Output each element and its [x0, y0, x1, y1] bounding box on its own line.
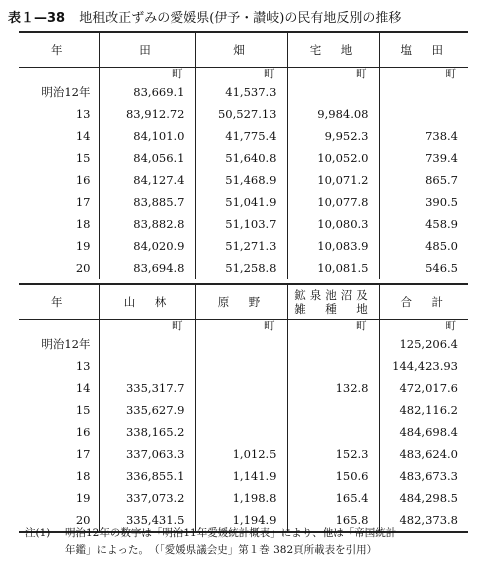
column-header: 田 [99, 32, 195, 68]
header-row [19, 284, 468, 320]
value-cell: 485.0 [379, 235, 468, 257]
year-cell: 14 [19, 125, 99, 147]
footnote-label: 注(1) [25, 527, 51, 539]
value-cell: 125,206.4 [379, 333, 468, 355]
year-cell: 18 [19, 213, 99, 235]
header-row [19, 32, 468, 68]
table-row [19, 377, 468, 399]
value-cell [287, 355, 379, 377]
value-cell: 83,912.72 [99, 103, 195, 125]
value-cell: 865.7 [379, 169, 468, 191]
value-cell: 41,537.3 [195, 81, 287, 103]
year-cell: 明治12年 [19, 333, 99, 355]
table-row [19, 257, 468, 279]
table-row [19, 333, 468, 355]
value-cell [99, 355, 195, 377]
value-cell: 335,431.5 [99, 509, 195, 532]
value-cell: 144,423.93 [379, 355, 468, 377]
year-cell: 20 [19, 509, 99, 532]
value-cell: 1,012.5 [195, 443, 287, 465]
year-cell: 13 [19, 103, 99, 125]
value-cell: 51,258.8 [195, 257, 287, 279]
value-cell: 150.6 [287, 465, 379, 487]
empty-cell [19, 68, 99, 82]
value-cell: 739.4 [379, 147, 468, 169]
value-cell: 9,952.3 [287, 125, 379, 147]
unit-label: 町 [287, 320, 379, 334]
value-cell: 51,271.3 [195, 235, 287, 257]
value-cell [379, 103, 468, 125]
value-cell: 84,101.0 [99, 125, 195, 147]
value-cell [287, 81, 379, 103]
value-cell: 132.8 [287, 377, 379, 399]
value-cell: 83,882.8 [99, 213, 195, 235]
unit-label: 町 [99, 68, 195, 82]
column-header: 塩 田 [379, 32, 468, 68]
unit-label: 町 [287, 68, 379, 82]
table-row [19, 81, 468, 103]
land-area-table-1 [19, 31, 468, 279]
value-cell: 483,673.3 [379, 465, 468, 487]
value-cell: 51,103.7 [195, 213, 287, 235]
unit-label: 町 [379, 68, 468, 82]
value-cell: 83,885.7 [99, 191, 195, 213]
value-cell: 10,081.5 [287, 257, 379, 279]
table-row [19, 421, 468, 443]
unit-label: 町 [195, 320, 287, 334]
value-cell: 482,116.2 [379, 399, 468, 421]
value-cell: 10,077.8 [287, 191, 379, 213]
value-cell: 1,141.9 [195, 465, 287, 487]
value-cell: 10,071.2 [287, 169, 379, 191]
value-cell: 482,373.8 [379, 509, 468, 532]
value-cell: 83,669.1 [99, 81, 195, 103]
value-cell: 337,063.3 [99, 443, 195, 465]
year-cell: 15 [19, 399, 99, 421]
year-cell: 19 [19, 235, 99, 257]
value-cell: 1,194.9 [195, 509, 287, 532]
value-cell: 546.5 [379, 257, 468, 279]
footnote-line-1: 明治12年の数字は「明治11年愛媛統計概表」により、他は「帝国統計 [65, 527, 397, 539]
value-cell: 152.3 [287, 443, 379, 465]
value-cell: 84,020.9 [99, 235, 195, 257]
table-title-text: 地租改正ずみの愛媛県(伊予・讃岐)の民有地反別の推移 [79, 11, 402, 26]
value-cell: 165.4 [287, 487, 379, 509]
value-cell: 472,017.6 [379, 377, 468, 399]
unit-label: 町 [379, 320, 468, 334]
value-cell [99, 333, 195, 355]
value-cell [195, 399, 287, 421]
column-header: 畑 [195, 32, 287, 68]
column-header: 宅 地 [287, 32, 379, 68]
value-cell [379, 81, 468, 103]
value-cell: 165.8 [287, 509, 379, 532]
year-cell: 17 [19, 443, 99, 465]
table-row [19, 443, 468, 465]
value-cell: 50,527.13 [195, 103, 287, 125]
value-cell: 458.9 [379, 213, 468, 235]
value-cell [195, 377, 287, 399]
footnote [25, 525, 396, 559]
column-header: 年 [19, 32, 99, 68]
value-cell: 390.5 [379, 191, 468, 213]
value-cell: 51,468.9 [195, 169, 287, 191]
year-cell: 15 [19, 147, 99, 169]
unit-label: 町 [99, 320, 195, 334]
year-cell: 18 [19, 465, 99, 487]
value-cell: 41,775.4 [195, 125, 287, 147]
year-cell: 16 [19, 169, 99, 191]
column-header: 鉱泉池沼及 雑 種 地 [287, 284, 379, 320]
table-row [19, 169, 468, 191]
table-row [19, 487, 468, 509]
value-cell: 484,298.5 [379, 487, 468, 509]
value-cell: 336,855.1 [99, 465, 195, 487]
value-cell: 338,165.2 [99, 421, 195, 443]
table-row [19, 125, 468, 147]
value-cell: 483,624.0 [379, 443, 468, 465]
value-cell: 83,694.8 [99, 257, 195, 279]
value-cell [195, 355, 287, 377]
unit-label: 町 [195, 68, 287, 82]
year-cell: 20 [19, 257, 99, 279]
column-header: 合 計 [379, 284, 468, 320]
value-cell [287, 399, 379, 421]
table-row [19, 213, 468, 235]
empty-cell [19, 320, 99, 334]
value-cell: 84,056.1 [99, 147, 195, 169]
value-cell: 335,317.7 [99, 377, 195, 399]
year-cell: 14 [19, 377, 99, 399]
value-cell: 10,080.3 [287, 213, 379, 235]
unit-row [19, 68, 468, 82]
value-cell: 84,127.4 [99, 169, 195, 191]
year-cell: 明治12年 [19, 81, 99, 103]
footnote-line-2: 年鑑」によった。 （「愛媛県議会史」第１巻 382頁所載表を引用） [65, 544, 378, 556]
column-header: 原 野 [195, 284, 287, 320]
table-row [19, 103, 468, 125]
value-cell: 337,073.2 [99, 487, 195, 509]
value-cell [287, 421, 379, 443]
value-cell: 738.4 [379, 125, 468, 147]
value-cell: 10,052.0 [287, 147, 379, 169]
value-cell [287, 333, 379, 355]
table-title [8, 7, 401, 26]
value-cell: 10,083.9 [287, 235, 379, 257]
table-row [19, 399, 468, 421]
table-number: 表１—38 [8, 11, 66, 26]
column-header: 年 [19, 284, 99, 320]
value-cell: 51,041.9 [195, 191, 287, 213]
year-cell: 16 [19, 421, 99, 443]
table-row [19, 465, 468, 487]
value-cell: 9,984.08 [287, 103, 379, 125]
value-cell: 335,627.9 [99, 399, 195, 421]
table-row [19, 191, 468, 213]
column-header: 山 林 [99, 284, 195, 320]
year-cell: 13 [19, 355, 99, 377]
value-cell [195, 421, 287, 443]
year-cell: 19 [19, 487, 99, 509]
year-cell: 17 [19, 191, 99, 213]
value-cell: 51,640.8 [195, 147, 287, 169]
value-cell [195, 333, 287, 355]
land-area-table-2 [19, 283, 468, 533]
value-cell: 1,198.8 [195, 487, 287, 509]
unit-row [19, 320, 468, 334]
value-cell: 484,698.4 [379, 421, 468, 443]
table-row [19, 235, 468, 257]
table-row [19, 147, 468, 169]
table-row [19, 355, 468, 377]
